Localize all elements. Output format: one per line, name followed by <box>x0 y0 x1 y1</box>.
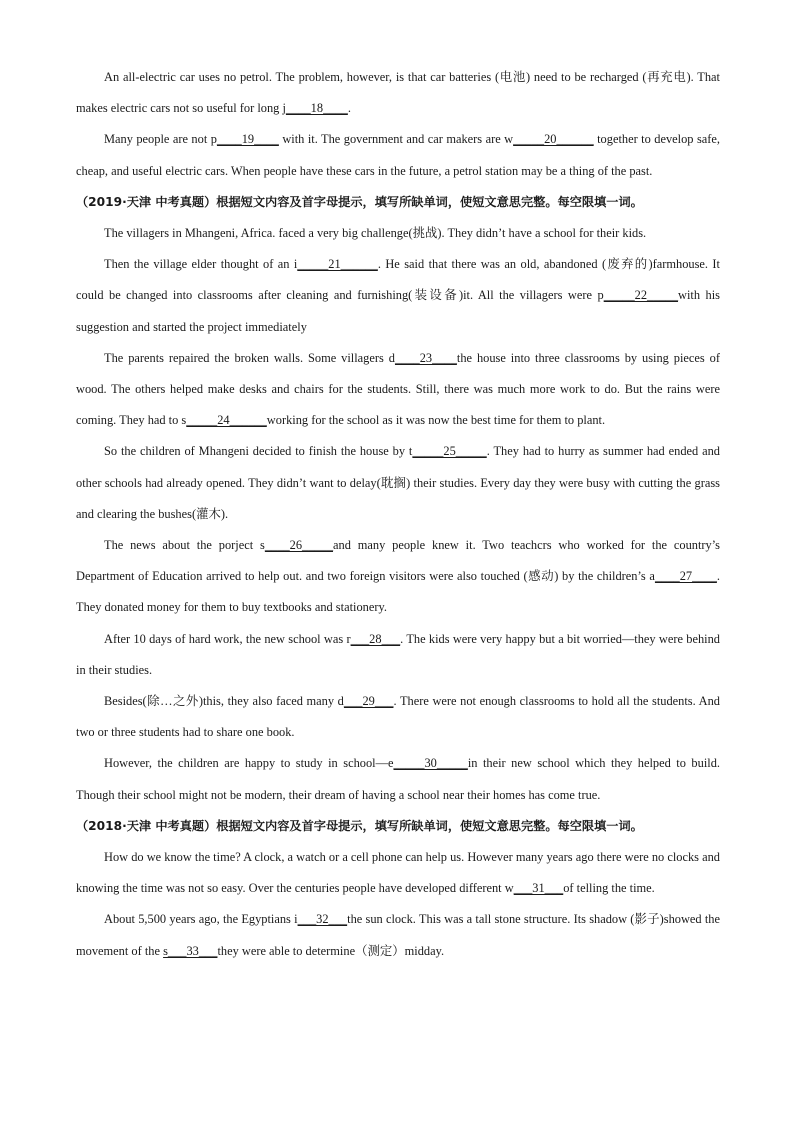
text-run: in their new school which they helped to build. Though their school might not be modern, their dream of having a school near their homes has come true. <box>76 756 720 802</box>
paragraph <box>76 686 720 748</box>
text-run: they were able to determine（测定）midday. <box>217 943 445 958</box>
text-run: （2019·天津 中考真题）根据短文内容及首字母提示，填写所缺单词，使短文意思完整。每空限填一词。 <box>76 194 643 209</box>
answer-blank[interactable]: _____24______ <box>186 413 267 428</box>
text-run: Besides(除…之外)this, they also faced many d <box>104 694 344 709</box>
text-run: （2018·天津 中考真题）根据短文内容及首字母提示，填写所缺单词，使短文意思完整。每空限填一词。 <box>76 818 643 833</box>
answer-blank[interactable]: ____18____ <box>285 101 348 116</box>
text-run: Then the village elder thought of an i <box>104 257 298 272</box>
paragraph <box>76 530 720 624</box>
text-run: The news about the porject s <box>104 538 265 553</box>
text-run: The parents repaired the broken walls. Some villagers d <box>104 350 395 365</box>
paragraph <box>76 343 720 437</box>
answer-blank[interactable]: _____22_____ <box>603 288 679 303</box>
answer-blank[interactable]: ____26_____ <box>264 538 334 553</box>
text-run: So the children of Mhangeni decided to finish the house by t <box>104 444 413 459</box>
text-run: and many people knew it. Two teachcrs who worked for the country’s Department of Education arrived to help out. and two foreign visitors were also touched (感动) by the children’s a <box>76 538 720 584</box>
paragraph <box>76 624 720 686</box>
text-run: of telling the time. <box>563 881 655 896</box>
text-run: After 10 days of hard work, the new school was r <box>104 631 351 646</box>
text-run: Many people are not p <box>104 132 217 147</box>
paragraph <box>76 124 720 186</box>
paragraph <box>76 218 720 249</box>
text-run: . He said that there was an old, abandoned (废弃的)farmhouse. It could be changed into classrooms after cleaning and furnishing(装设备)it. All the villagers were p <box>76 257 720 303</box>
paragraph <box>76 842 720 904</box>
answer-blank[interactable]: _____30_____ <box>393 756 468 771</box>
answer-blank[interactable]: ___31___ <box>513 881 564 896</box>
answer-blank[interactable]: ____27____ <box>654 569 717 584</box>
paragraph <box>76 904 720 966</box>
answer-blank[interactable]: _____25_____ <box>412 444 487 459</box>
answer-blank[interactable]: _____21______ <box>297 257 378 272</box>
text-run: with his suggestion and started the project immediately <box>76 288 720 334</box>
text-run: the house into three classrooms by using pieces of wood. The others helped make desks and chairs for the students. Still, there was much more work to do. But the rains were coming. They had to s <box>76 350 721 428</box>
paragraph <box>76 249 720 343</box>
text-run: . <box>347 101 351 116</box>
answer-blank[interactable]: ____23____ <box>394 350 457 365</box>
answer-blank[interactable]: ____19____ <box>216 132 279 147</box>
section-heading <box>76 187 720 218</box>
text-run: However, the children are happy to study in school—e <box>104 756 394 771</box>
text-run: together to develop safe, cheap, and useful electric cars. When people have these cars in the future, a petrol station may be a thing of the past. <box>76 132 720 178</box>
answer-blank[interactable]: ___28___ <box>350 631 401 646</box>
text-run: working for the school as it was now the best time for them to plant. <box>266 413 606 428</box>
paragraph <box>76 436 720 530</box>
paragraph <box>76 748 720 810</box>
text-run: An all-electric car uses no petrol. The problem, however, is that car batteries (电池) need to be recharged (再充电). That makes electric cars not so useful for long j <box>76 70 720 116</box>
text-run: . They had to hurry as summer had ended and other schools had already opened. They didn’t want to delay(耽搁) their studies. Every day they were busy with cutting the grass and clearing the bushes(灌木). <box>76 444 720 521</box>
text-run: . The kids were very happy but a bit worried—they were behind in their studies. <box>76 631 720 677</box>
text-run: The villagers in Mhangeni, Africa. faced a very big challenge(挑战). They didn’t have a school for their kids. <box>104 226 647 241</box>
paragraph <box>76 62 720 124</box>
document-page <box>76 62 720 967</box>
section-heading <box>76 811 720 842</box>
answer-blank[interactable]: ___29___ <box>343 694 394 709</box>
answer-blank[interactable]: s___33___ <box>163 943 218 958</box>
text-run: the sun clock. This was a tall stone structure. Its shadow (影子)showed the movement of the <box>76 912 720 958</box>
text-run: How do we know the time? A clock, a watch or a cell phone can help us. However many years ago there were no clocks and knowing the time was not so easy. Over the centuries people have developed different w <box>76 850 720 896</box>
text-run: . There were not enough classrooms to hold all the students. And two or three students had to share one book. <box>76 694 721 740</box>
answer-blank[interactable]: _____20______ <box>513 132 594 147</box>
text-run: with it. The government and car makers are w <box>278 132 514 147</box>
answer-blank[interactable]: ___32___ <box>297 912 348 927</box>
text-run: About 5,500 years ago, the Egyptians i <box>104 912 298 927</box>
text-run: . They donated money for them to buy textbooks and stationery. <box>76 569 720 615</box>
